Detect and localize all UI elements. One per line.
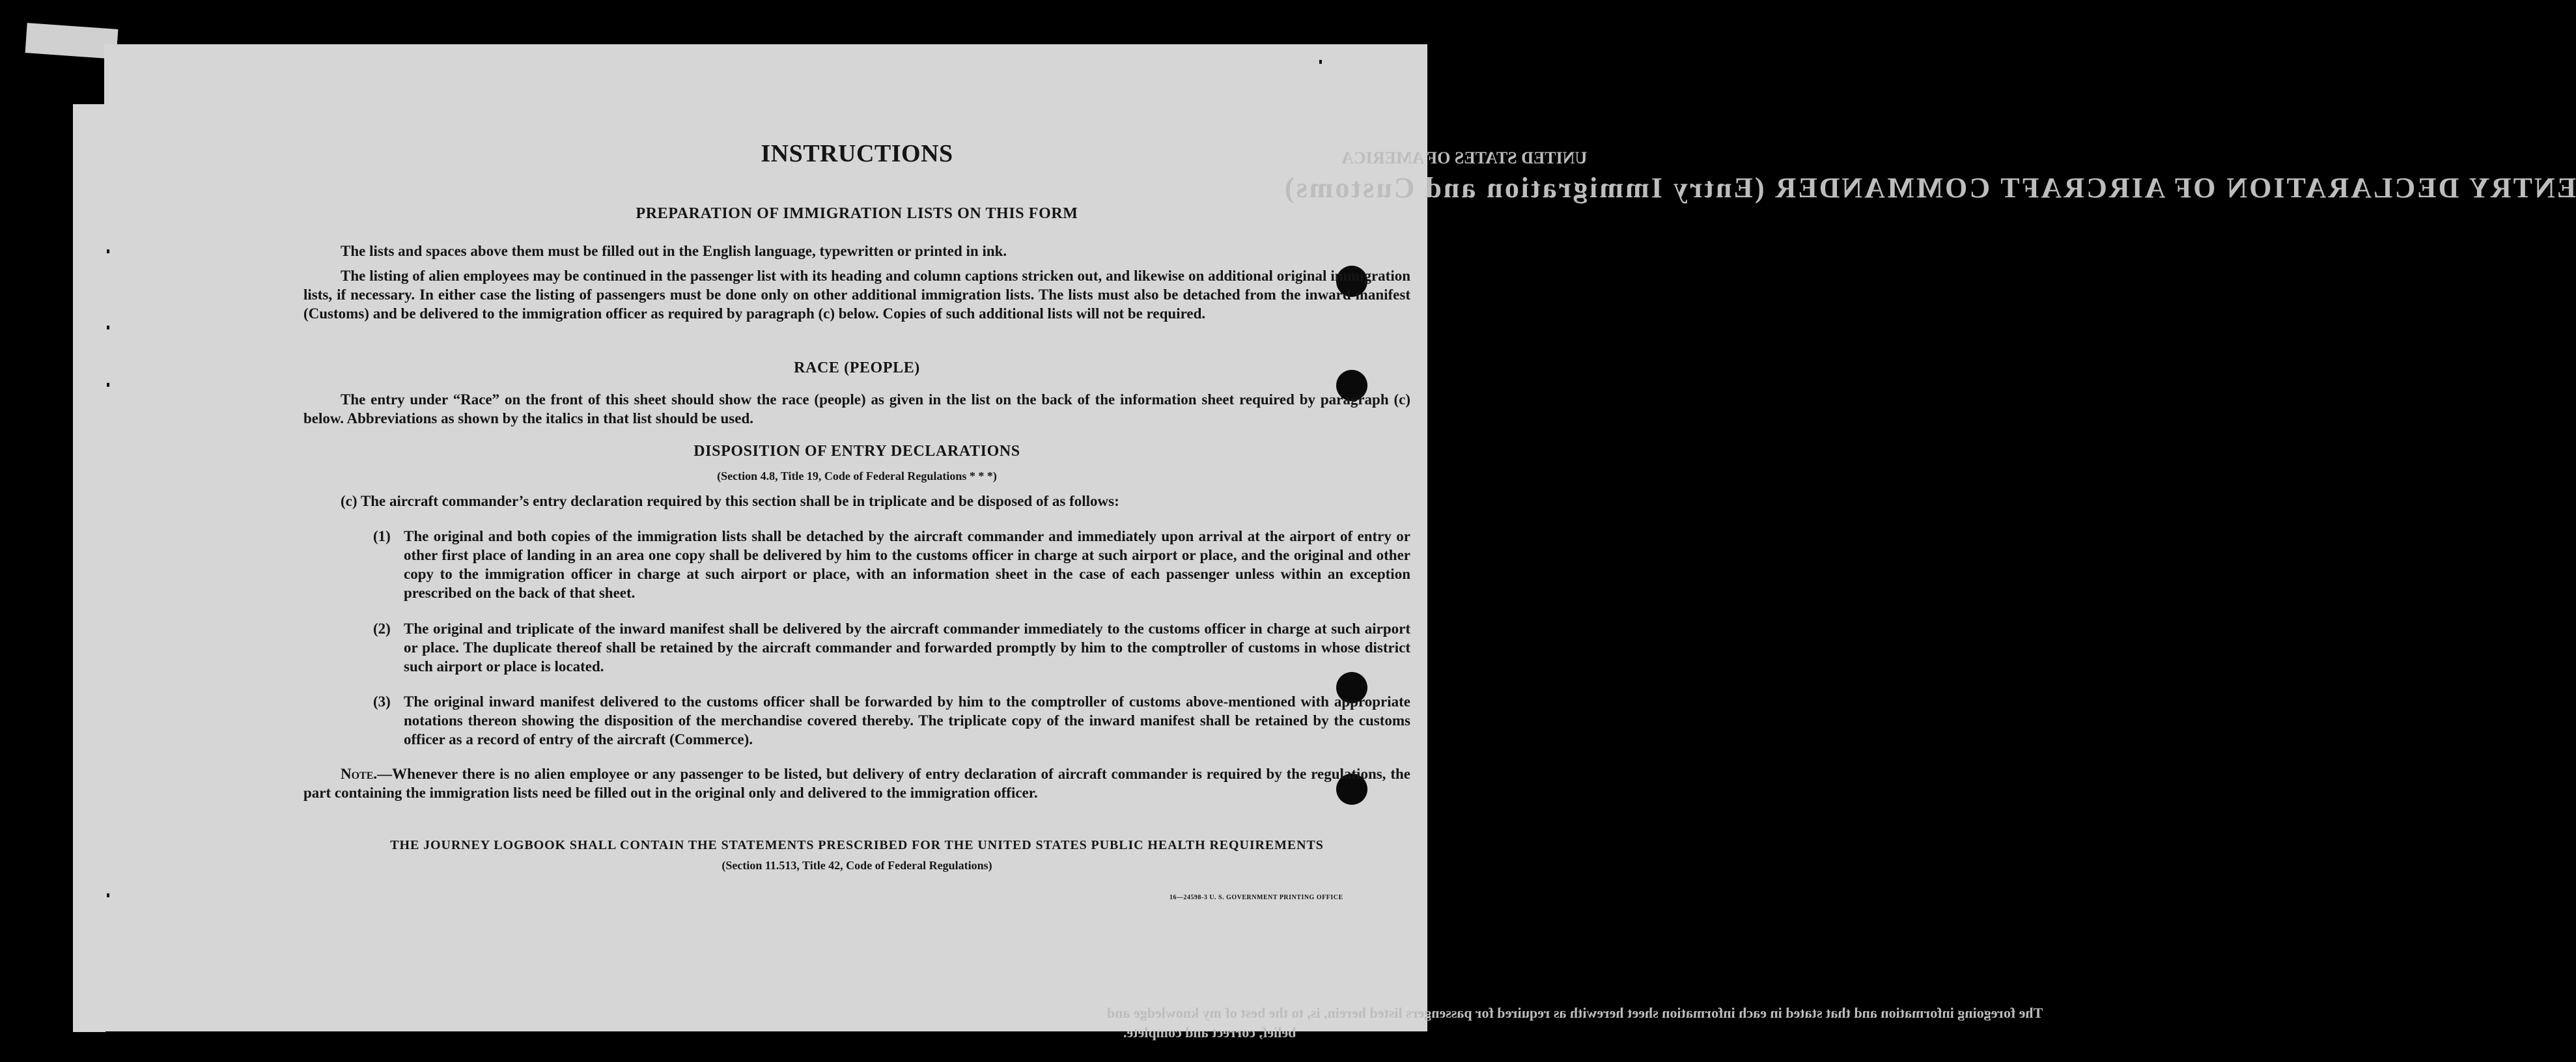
page-title: INSTRUCTIONS	[761, 140, 953, 167]
item-number: (2)	[373, 621, 391, 637]
note-paragraph	[303, 764, 1410, 802]
item-number: (1)	[373, 528, 391, 544]
race-heading: RACE (PEOPLE)	[794, 359, 920, 376]
note-label: Note.	[341, 766, 378, 782]
printer-code: 16—24598-3 U. S. GOVERNMENT PRINTING OFFICE	[1169, 894, 1343, 901]
speck-mark	[1319, 60, 1322, 64]
page-left-edge	[73, 104, 105, 1032]
speck-mark	[107, 326, 109, 329]
item-text: The original inward manifest delivered to the customs officer shall be forwarded by him to the comptroller of customs above-mentioned with appropriate notations thereon showing the disposition of the merchandise covered thereby. The triplicate copy of the inward manifest shall be retained by the customs officer as a record of entry of the aircraft (Commerce).	[404, 693, 1410, 748]
disposition-intro: (c) The aircraft commander’s entry declaration required by this section shall be in triplicate and be disposed of as follows:	[341, 493, 1119, 509]
item-text: The original and triplicate of the inward manifest shall be delivered by the aircraft commander immediately to the customs officer in charge at such airport or place. The duplicate thereof shall be retained by the aircraft commander and forwarded promptly by him to the comptroller of customs in whose district such airport or place is located.	[404, 621, 1410, 675]
document-page	[104, 44, 2576, 1041]
preparation-paragraph-1: The lists and spaces above them must be filled out in the English language, typewritten or printed in ink.	[341, 243, 1007, 259]
logbook-citation: (Section 11.513, Title 42, Code of Federal Regulations)	[721, 859, 992, 872]
preparation-heading: PREPARATION OF IMMIGRATION LISTS ON THIS FORM	[636, 205, 1078, 222]
speck-mark	[107, 249, 109, 253]
item-text: The original and both copies of the immigration lists shall be detached by the aircraft commander and immediately upon arrival at the airport of entry or other first place of landing in an area one copy shall be delivered by him to the customs officer in charge at such airport or place, and the original and other copy to the immigration officer in charge at such airport or place, with an information sheet in the case of each passenger unless within an exception prescribed on the back of that sheet.	[404, 528, 1410, 601]
item-number: (3)	[373, 693, 391, 710]
race-paragraph: The entry under “Race” on the front of this sheet should show the race (people) as given in the list on the back of the information sheet required by paragraph (c) below. Abbreviations as shown by the italics in that list should be used.	[303, 391, 1410, 426]
preparation-paragraph-2: The listing of alien employees may be continued in the passenger list with its heading and column captions stricken out, and likewise on additional original immigration lists, if necessary. In either case the listing of passengers must be done only on other additional immigration lists. The lists must also be detached from the inward manifest (Customs) and be delivered to the immigration officer as required by paragraph (c) below. Copies of such additional lists will not be required.	[303, 268, 1410, 322]
disposition-subheading: (Section 4.8, Title 19, Code of Federal Regulations * * *)	[717, 469, 997, 482]
bleed-through-top: UNITED STATES OF AMERICA	[1341, 148, 1588, 167]
speck-mark	[107, 383, 109, 387]
logbook-statement: THE JOURNEY LOGBOOK SHALL CONTAIN THE STATEMENTS PRESCRIBED FOR THE UNITED STATES PUBLIC HEALTH REQUIREMENTS	[390, 838, 1324, 852]
bleed-through-header: ENTRY DECLARATION OF AIRCRAFT COMMANDER (Entry Immigration and Customs)	[1283, 172, 2576, 204]
note-text: —Whenever there is no alien employee or any passenger to be listed, but delivery of entry declaration of aircraft commander is required by the regulations, the part containing the immigration lists need be filled out in the original only and delivered to the immigration officer.	[303, 766, 1410, 801]
speck-mark	[107, 893, 109, 897]
bleed-through-bottom-1: The foregoing information and that stated in each information sheet herewith as required for passengers listed herein, is, to the best of my knowledge and	[1107, 1005, 2043, 1021]
bleed-through-bottom-2: belief, correct and complete.	[1123, 1024, 1296, 1041]
disposition-heading: DISPOSITION OF ENTRY DECLARATIONS	[693, 443, 1020, 460]
